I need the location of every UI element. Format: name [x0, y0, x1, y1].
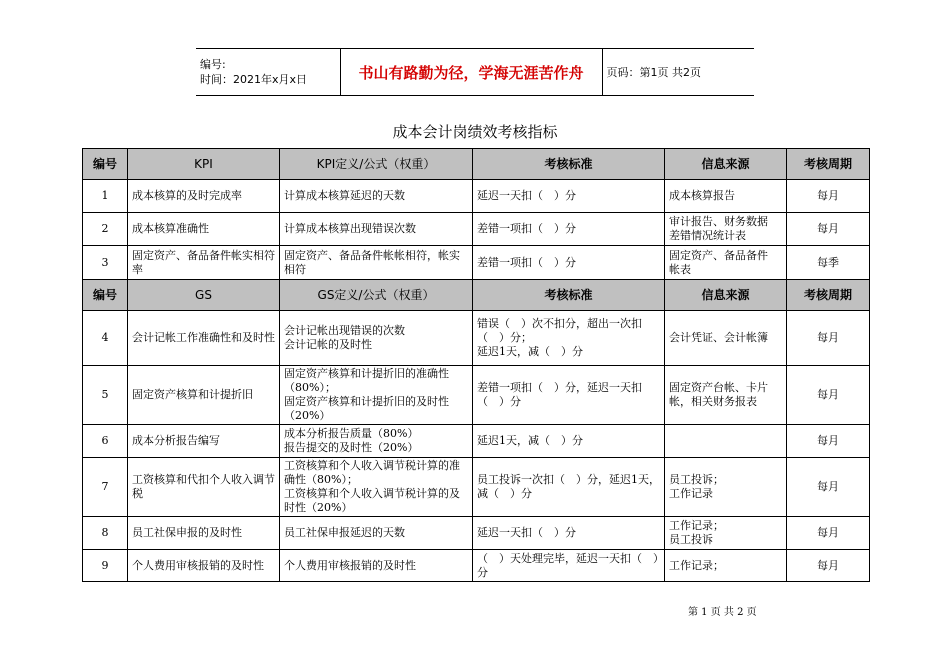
row-number: 5 — [83, 366, 128, 425]
number-label: 编号: — [200, 58, 226, 71]
assessment-standard — [473, 517, 665, 550]
cell-line: 计算成本核算出现错误次数 — [284, 222, 416, 235]
cell-line: 固定资产核算和计提折旧的及时性（20%） — [284, 395, 449, 422]
indicator-name: 工资核算和代扣个人收入调节税 — [128, 458, 280, 517]
table-row — [83, 425, 870, 458]
row-number: 8 — [83, 517, 128, 550]
information-source — [665, 246, 787, 280]
cell-line: 成本核算报告 — [669, 189, 735, 202]
indicator-name: 固定资产、备品备件帐实相符率 — [128, 246, 280, 280]
cell-line: 员工社保申报延迟的天数 — [284, 526, 405, 539]
header-source: 信息来源 — [665, 149, 787, 180]
assessment-period: 每月 — [787, 517, 870, 550]
header-number: 编号 — [83, 280, 128, 311]
cell-line: 员工投诉一次扣（ ）分，延迟1天，减（ ）分 — [477, 473, 660, 500]
assessment-period: 每月 — [787, 180, 870, 213]
row-number: 3 — [83, 246, 128, 280]
indicator-name: 成本核算的及时完成率 — [128, 180, 280, 213]
cell-line: 差错情况统计表 — [669, 229, 746, 242]
assessment-standard — [473, 366, 665, 425]
information-source — [665, 213, 787, 246]
cell-line: （ ）天处理完毕，延迟一天扣（ ）分 — [477, 551, 659, 579]
table-row — [83, 550, 870, 582]
header-standard: 考核标准 — [473, 149, 665, 180]
indicator-name: 员工社保申报的及时性 — [128, 517, 280, 550]
indicator-name: 固定资产核算和计提折旧 — [128, 366, 280, 425]
cell-line: 固定资产、备品备件帐帐相符，帐实相符 — [284, 248, 460, 276]
information-source — [665, 458, 787, 517]
kpi-table — [82, 148, 870, 582]
cell-line: 固定资产、备品备件 — [669, 248, 768, 262]
row-number: 6 — [83, 425, 128, 458]
cell-line: 工作记录 — [669, 487, 713, 500]
assessment-standard — [473, 180, 665, 213]
table-row — [83, 311, 870, 366]
table-row — [83, 213, 870, 246]
indicator-definition — [280, 311, 473, 366]
assessment-standard — [473, 213, 665, 246]
information-source — [665, 311, 787, 366]
page-info: 页码：第1页 共2页 — [606, 66, 701, 79]
assessment-period: 每月 — [787, 213, 870, 246]
cell-line: 员工投诉； — [669, 473, 724, 486]
row-number: 1 — [83, 180, 128, 213]
time-label: 时间：2021年x月x日 — [200, 73, 308, 86]
cell-line: 个人费用审核报销的及时性 — [284, 558, 416, 572]
cell-line: 会计记帐出现错误的次数 — [284, 324, 405, 337]
indicator-definition — [280, 425, 473, 458]
information-source — [665, 366, 787, 425]
table-row — [83, 366, 870, 425]
cell-line: 延迟1天，减（ ）分 — [477, 434, 583, 447]
header-period: 考核周期 — [787, 149, 870, 180]
indicator-name: 成本分析报告编写 — [128, 425, 280, 458]
cell-line: 差错一项扣（ ）分 — [477, 255, 576, 269]
information-source — [665, 550, 787, 582]
row-number: 2 — [83, 213, 128, 246]
indicator-definition — [280, 180, 473, 213]
cell-line: 工资核算和个人收入调节税计算的准确性（80%）； — [284, 459, 460, 486]
indicator-definition — [280, 550, 473, 582]
information-source — [665, 180, 787, 213]
assessment-standard — [473, 425, 665, 458]
indicator-name: 成本核算准确性 — [128, 213, 280, 246]
cell-line: 员工投诉 — [669, 533, 713, 546]
cell-line: 成本分析报告质量（80%） — [284, 427, 419, 440]
cell-line: 会计凭证、会计帐簿 — [669, 331, 768, 344]
assessment-standard — [473, 311, 665, 366]
assessment-period: 每月 — [787, 550, 870, 582]
indicator-definition — [280, 366, 473, 425]
header-gs: GS — [128, 280, 280, 311]
information-source — [665, 517, 787, 550]
row-number: 7 — [83, 458, 128, 517]
row-number: 9 — [83, 550, 128, 582]
document-header — [196, 48, 754, 96]
cell-line: 审计报告、财务数据 — [669, 215, 768, 228]
cell-line: 固定资产核算和计提折旧的准确性（80%）； — [284, 367, 449, 394]
motto: 书山有路勤为径，学海无涯苦作舟 — [358, 63, 584, 82]
cell-line: 计算成本核算延迟的天数 — [284, 189, 405, 202]
header-number: 编号 — [83, 149, 128, 180]
assessment-standard — [473, 246, 665, 280]
cell-line: 帐表 — [669, 262, 691, 276]
cell-line: 工作记录； — [669, 558, 724, 572]
assessment-period: 每月 — [787, 425, 870, 458]
header-period: 考核周期 — [787, 280, 870, 311]
row-number: 4 — [83, 311, 128, 366]
indicator-name: 会计记帐工作准确性和及时性 — [128, 311, 280, 366]
cell-line: 报告提交的及时性（20%） — [284, 441, 419, 454]
assessment-period: 每季 — [787, 246, 870, 280]
indicator-definition — [280, 213, 473, 246]
indicator-definition — [280, 458, 473, 517]
cell-line: 差错一项扣（ ）分 — [477, 222, 576, 235]
page-footer: 第 1 页 共 2 页 — [688, 607, 757, 618]
cell-line: 延迟一天扣（ ）分 — [477, 189, 576, 202]
assessment-standard — [473, 458, 665, 517]
header-standard: 考核标准 — [473, 280, 665, 311]
cell-line: 错误（ ）次不扣分，超出一次扣（ ）分； — [477, 317, 642, 344]
cell-line: 延迟1天，减（ ）分 — [477, 345, 583, 358]
header-kpi-definition: KPI定义/公式（权重） — [280, 149, 473, 180]
cell-line: 会计记帐的及时性 — [284, 338, 372, 351]
assessment-standard — [473, 550, 665, 582]
header-gs-definition: GS定义/公式（权重） — [280, 280, 473, 311]
header-source: 信息来源 — [665, 280, 787, 311]
assessment-period: 每月 — [787, 366, 870, 425]
table-row — [83, 458, 870, 517]
indicator-definition — [280, 517, 473, 550]
indicator-name: 个人费用审核报销的及时性 — [128, 550, 280, 582]
information-source — [665, 425, 787, 458]
cell-line: 差错一项扣（ ）分，延迟一天扣（ ）分 — [477, 381, 642, 408]
document-title: 成本会计岗绩效考核指标 — [392, 123, 558, 141]
cell-line: 工资核算和个人收入调节税计算的及时性（20%） — [284, 487, 460, 514]
cell-line: 延迟一天扣（ ）分 — [477, 526, 576, 539]
cell-line: 工作记录； — [669, 519, 724, 532]
assessment-period: 每月 — [787, 311, 870, 366]
table-row — [83, 180, 870, 213]
assessment-period: 每月 — [787, 458, 870, 517]
indicator-definition — [280, 246, 473, 280]
header-left — [196, 49, 340, 96]
header-kpi: KPI — [128, 149, 280, 180]
table-header-row — [83, 149, 870, 180]
cell-line: 固定资产台帐、卡片帐，相关财务报表 — [669, 381, 768, 408]
table-row — [83, 246, 870, 280]
table-row — [83, 517, 870, 550]
table-header-row — [83, 280, 870, 311]
